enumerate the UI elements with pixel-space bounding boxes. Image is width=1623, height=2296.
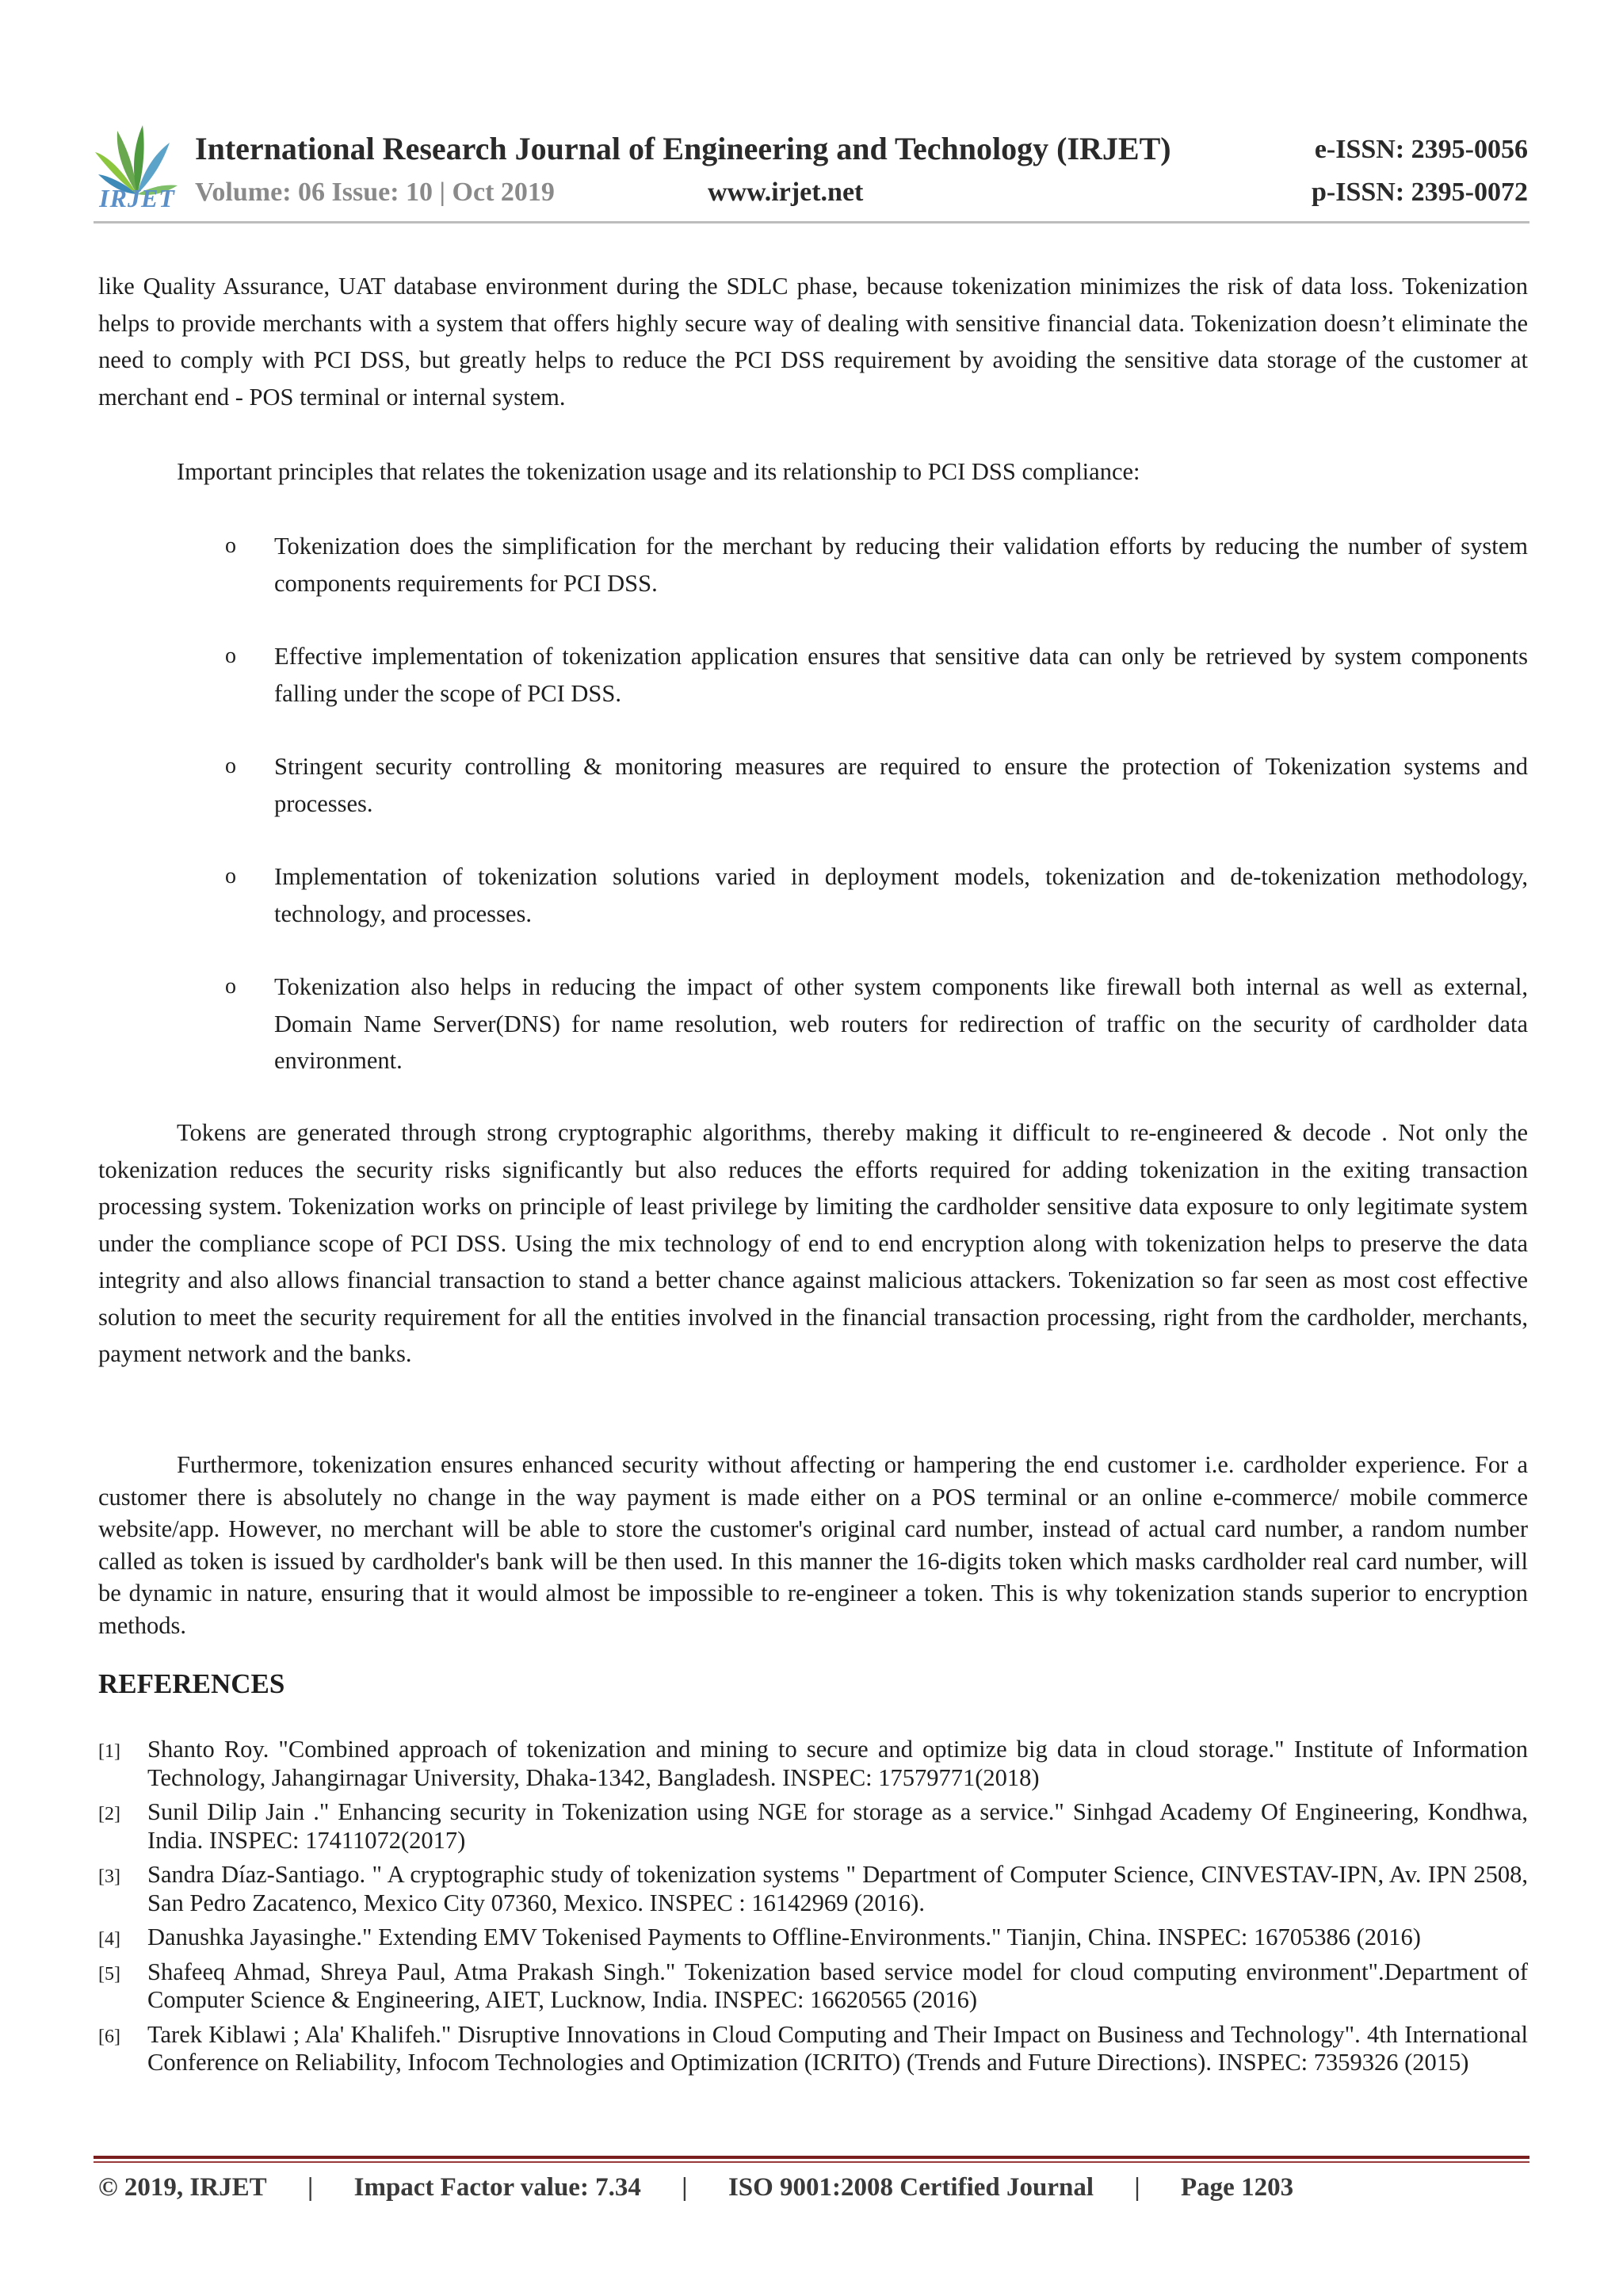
reference-number: [4]	[98, 1929, 120, 1950]
journal-title: International Research Journal of Engineering and Technology (IRJET)	[195, 131, 1171, 166]
reference-item	[98, 1958, 1528, 2015]
list-item-text: Implementation of tokenization solutions varied in deployment models, tokenization and de-tokenization methodology, technology, and processes.	[274, 863, 1528, 927]
list-item	[98, 638, 1528, 712]
eissn: e-ISSN: 2395-0056	[1314, 135, 1528, 164]
list-item	[98, 968, 1528, 1079]
list-item	[98, 528, 1528, 602]
list-item	[98, 748, 1528, 822]
bullet-marker: o	[225, 974, 236, 999]
list-item-text: Effective implementation of tokenization application ensures that sensitive data can only be retrieved by system components falling under the scope of PCI DSS.	[274, 643, 1528, 707]
reference-item	[98, 1736, 1528, 1792]
paragraph-principles-lead: Important principles that relates the tokenization usage and its relationship to PCI DSS compliance:	[177, 458, 1140, 485]
paragraph-tokens: Tokens are generated through strong cryptographic algorithms, thereby making it difficult to re-engineered & decode . Not only the tokenization reduces the security risks significantly but also reduces the efforts required for adding tokenization in the exiting transaction processing system. Tokenization works on principle of least privilege by limiting the cardholder sensitive data exposure to only legitimate system under the compliance scope of PCI DSS. Using the mix technology of end to end encryption along with tokenization helps to preserve the data integrity and also allows financial transaction to stand a better chance against malicious attackers. Tokenization so far seen as most cost effective solution to meet the security requirement for all the entities involved in the financial transaction processing, right from the cardholder, merchants, payment network and the banks.	[98, 1119, 1528, 1367]
page-footer	[98, 2173, 1293, 2202]
header-divider	[94, 221, 1529, 223]
references-list	[98, 1736, 1528, 2084]
reference-item	[98, 1798, 1528, 1855]
footer-separator: |	[307, 2173, 314, 2202]
footer-divider-secondary	[94, 2161, 1529, 2163]
website-link[interactable]: www.irjet.net	[708, 178, 864, 207]
footer-iso: ISO 9001:2008 Certified Journal	[727, 2173, 1094, 2202]
bullet-marker: o	[225, 864, 236, 888]
bullet-marker: o	[225, 533, 236, 558]
footer-separator: |	[1134, 2173, 1140, 2202]
list-item-text: Tokenization does the simplification for the merchant by reducing their validation efforts by reducing the number of system components requirements for PCI DSS.	[274, 533, 1528, 597]
reference-number: [3]	[98, 1866, 120, 1887]
bullet-marker: o	[225, 644, 236, 668]
reference-text: Danushka Jayasinghe." Extending EMV Tokenised Payments to Offline-Environments." Tianjin, China. INSPEC: 16705386 (2016)	[147, 1924, 1421, 1950]
bullet-marker: o	[225, 754, 236, 778]
reference-number: [6]	[98, 2026, 120, 2047]
principles-list	[98, 528, 1528, 1116]
page-header	[0, 0, 1623, 238]
reference-item	[98, 1861, 1528, 1917]
reference-number: [2]	[98, 1804, 120, 1824]
pissn: p-ISSN: 2395-0072	[1312, 178, 1528, 207]
reference-number: [1]	[98, 1741, 120, 1762]
list-item	[98, 858, 1528, 932]
paragraph-intro: like Quality Assurance, UAT database environment during the SDLC phase, because tokenization minimizes the risk of data loss. Tokenization helps to provide merchants with a system that offers highly secure way of dealing with sensitive financial data. Tokenization doesn’t eliminate the need to comply with PCI DSS, but greatly helps to reduce the PCI DSS requirement by avoiding the sensitive data storage of the customer at merchant end - POS terminal or internal system.	[98, 273, 1528, 411]
footer-divider	[94, 2156, 1529, 2159]
paragraph-furthermore: Furthermore, tokenization ensures enhanced security without affecting or hampering the end customer i.e. cardholder experience. For a customer there is absolutely no change in the way payment is made either on a POS terminal or an online e-commerce/ mobile commerce website/app. However, no merchant will be able to store the customer's original card number, instead of actual card number, a random number called as token is issued by cardholder's bank will be then used. In this manner the 16-digits token which masks cardholder real card number, will be dynamic in nature, ensuring that it would almost be impossible to re-engineer a token. This is why tokenization stands superior to encryption methods.	[98, 1451, 1528, 1639]
volume-issue: Volume: 06 Issue: 10 | Oct 2019	[195, 178, 555, 207]
reference-text: Shafeeq Ahmad, Shreya Paul, Atma Prakash Singh." Tokenization based service model for cloud computing environment".Department of Computer Science & Engineering, AIET, Lucknow, India. INSPEC: 16620565 (2016)	[147, 1958, 1528, 2013]
footer-separator: |	[682, 2173, 688, 2202]
reference-text: Sandra Díaz-Santiago. " A cryptographic study of tokenization systems " Department of Computer Science, CINVESTAV-IPN, Av. IPN 2508, San Pedro Zacatenco, Mexico City 07360, Mexico. INSPEC : 16142969 (2016).	[147, 1861, 1528, 1916]
reference-text: Shanto Roy. "Combined approach of tokenization and mining to secure and optimize big data in cloud storage." Institute of Information Technology, Jahangirnagar University, Dhaka-1342, Bangladesh. INSPEC: 17579771(2018)	[147, 1736, 1528, 1791]
reference-item	[98, 2021, 1528, 2077]
references-heading: REFERENCES	[98, 1668, 285, 1699]
reference-text: Sunil Dilip Jain ." Enhancing security in Tokenization using NGE for storage as a service." Sinhgad Academy Of Engineering, Kondhwa, India. INSPEC: 17411072(2017)	[147, 1798, 1528, 1854]
footer-copyright: © 2019, IRJET	[98, 2173, 267, 2202]
list-item-text: Tokenization also helps in reducing the impact of other system components like firewall both internal as well as external, Domain Name Server(DNS) for name resolution, web routers for redirection of traffic on the security of cardholder data environment.	[274, 973, 1528, 1074]
list-item-text: Stringent security controlling & monitoring measures are required to ensure the protection of Tokenization systems and processes.	[274, 753, 1528, 817]
reference-text: Tarek Kiblawi ; Ala' Khalifeh." Disruptive Innovations in Cloud Computing and Their Impact on Business and Technology". 4th International Conference on Reliability, Infocom Technologies and Optimization (ICRITO) (Trends and Future Directions). INSPEC: 7359326 (2015)	[147, 2020, 1528, 2076]
reference-item	[98, 1924, 1528, 1952]
logo-text: IRJET	[99, 184, 175, 212]
reference-number: [5]	[98, 1963, 120, 1985]
footer-impact-factor: Impact Factor value: 7.34	[353, 2173, 641, 2202]
footer-page-number: Page 1203	[1181, 2173, 1294, 2202]
